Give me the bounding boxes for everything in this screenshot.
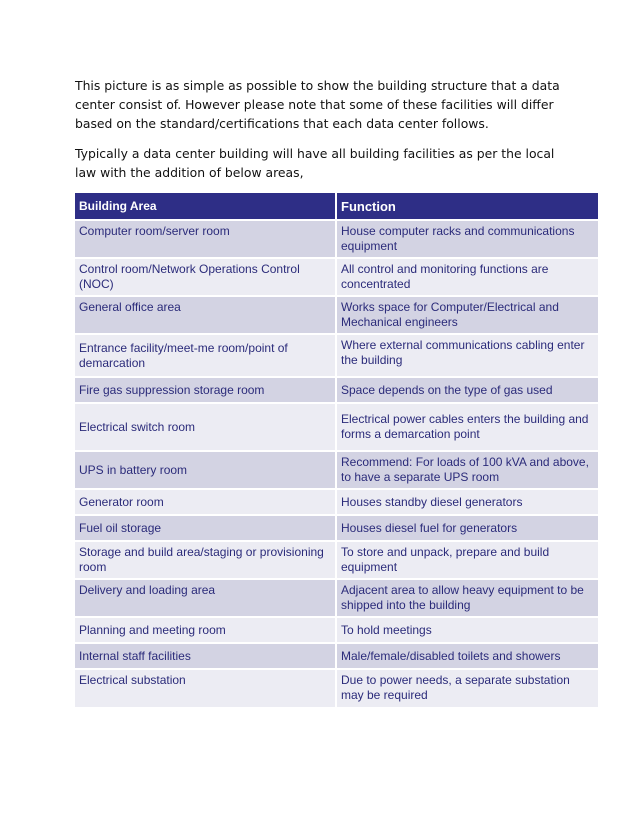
cell-area: Electrical switch room [75, 403, 336, 451]
table-row [75, 489, 598, 515]
table-row [75, 515, 598, 541]
cell-function: Male/female/disabled toilets and showers [336, 643, 598, 669]
cell-area: UPS in battery room [75, 451, 336, 489]
table-row [75, 617, 598, 643]
cell-function: Space depends on the type of gas used [336, 377, 598, 403]
table-row [75, 403, 598, 451]
cell-function: To store and unpack, prepare and build equipment [336, 541, 598, 579]
table-row [75, 377, 598, 403]
cell-function: Adjacent area to allow heavy equipment to be shipped into the building [336, 579, 598, 617]
cell-area: Planning and meeting room [75, 617, 336, 643]
cell-area: Control room/Network Operations Control (NOC) [75, 258, 336, 296]
cell-function: Houses diesel fuel for generators [336, 515, 598, 541]
intro-paragraph-1: This picture is as simple as possible to show the building structure that a data center consist of. However please note that some of these facilities will differ based on the standard/certifications that each data center follows. [75, 78, 560, 131]
cell-area: Entrance facility/meet-me room/point of demarcation [75, 334, 336, 377]
table-row [75, 643, 598, 669]
cell-function: Works space for Computer/Electrical and Mechanical engineers [336, 296, 598, 334]
table-row [75, 669, 598, 707]
table-row [75, 296, 598, 334]
cell-function: Where external communications cabling enter the building [336, 334, 598, 377]
cell-area: Fire gas suppression storage room [75, 377, 336, 403]
header-building-area: Building Area [75, 193, 336, 220]
cell-function: House computer racks and communications equipment [336, 220, 598, 258]
cell-function: Houses standby diesel generators [336, 489, 598, 515]
cell-area: Computer room/server room [75, 220, 336, 258]
building-area-table [75, 193, 598, 707]
cell-function: Electrical power cables enters the building and forms a demarcation point [336, 403, 598, 451]
table-row [75, 258, 598, 296]
cell-area: Internal staff facilities [75, 643, 336, 669]
cell-function: Due to power needs, a separate substation may be required [336, 669, 598, 707]
cell-area: Fuel oil storage [75, 515, 336, 541]
cell-function: All control and monitoring functions are concentrated [336, 258, 598, 296]
cell-function: To hold meetings [336, 617, 598, 643]
cell-area: Generator room [75, 489, 336, 515]
table-row [75, 451, 598, 489]
table-row [75, 220, 598, 258]
header-function: Function [336, 193, 598, 220]
table-row [75, 334, 598, 377]
cell-area: Electrical substation [75, 669, 336, 707]
cell-area: Storage and build area/staging or provisioning room [75, 541, 336, 579]
cell-function: Recommend: For loads of 100 kVA and above, to have a separate UPS room [336, 451, 598, 489]
table-header-row [75, 193, 598, 220]
intro-paragraph-2: Typically a data center building will have all building facilities as per the local law with the addition of below areas, [75, 146, 555, 180]
cell-area: Delivery and loading area [75, 579, 336, 617]
table-row [75, 579, 598, 617]
table-row [75, 541, 598, 579]
cell-area: General office area [75, 296, 336, 334]
